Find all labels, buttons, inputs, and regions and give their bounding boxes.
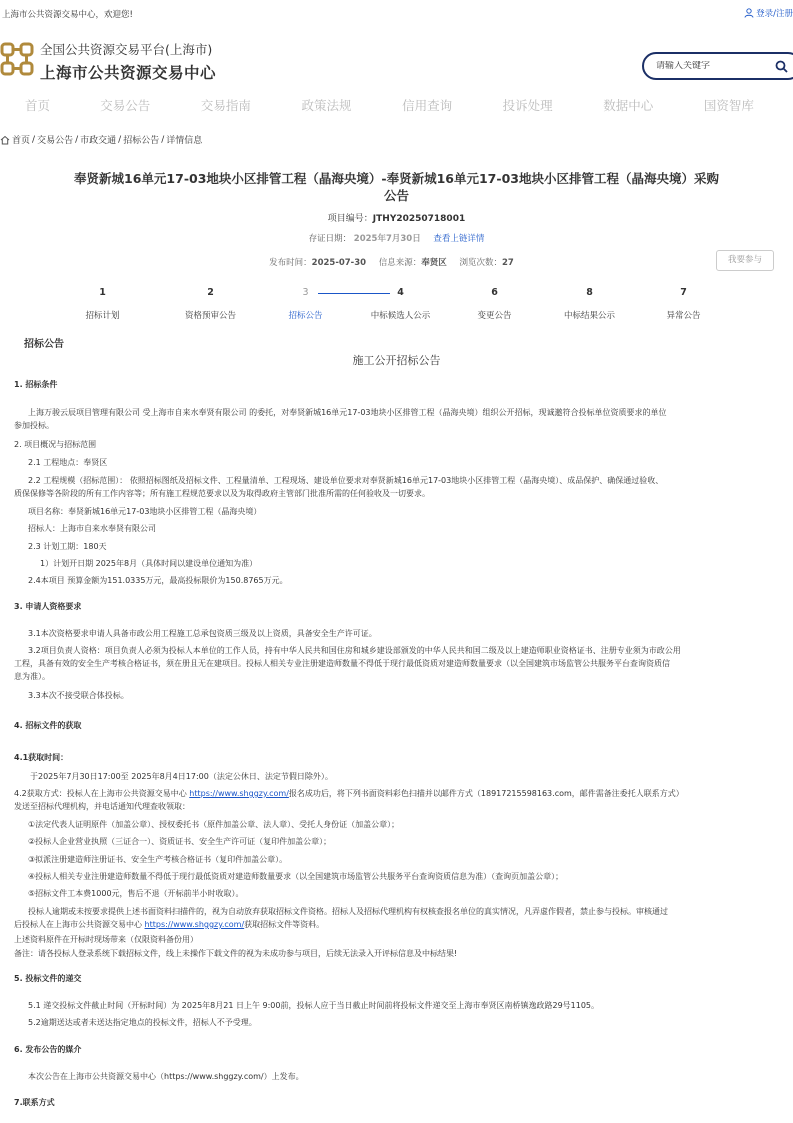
top-bar <box>0 0 793 28</box>
process-steps <box>55 287 735 327</box>
step-label: 变更公告 <box>477 311 512 321</box>
doc-list-item: ①法定代表人证明原件（加盖公章）、授权委托书（原件加盖公章、法人章）、受托人身份证（加盖公章）； <box>28 820 400 829</box>
publish-date-value: 2025-07-30 <box>311 258 367 268</box>
doc-section-6: 6. 发布公告的媒介 <box>14 1045 82 1054</box>
search-icon[interactable] <box>775 60 788 73</box>
doc-section-2: 2. 项目概况与招标范围 <box>14 440 97 449</box>
views-value: 27 <box>502 258 514 268</box>
doc-paragraph: 3.3本次不接受联合体投标。 <box>28 691 129 700</box>
project-number <box>0 211 793 224</box>
source-value: 奉贤区 <box>421 258 447 268</box>
doc-paragraph: 本次公告在上海市公共资源交易中心（https://www.shggzy.com/）上发布。 <box>28 1072 304 1081</box>
shggzy-link[interactable]: https://www.shggzy.com/ <box>189 789 289 798</box>
nav-data-center[interactable]: 数据中心 <box>603 98 654 113</box>
doc-paragraph: 上海万骏云辰项目管理有限公司 受上海市自来水奉贤有限公司 的委托，对奉贤新城16单元17-03地块小区排管工程（晶海央境）组织公开招标，现诚邀符合投标单位资质要求的单位 <box>28 408 667 417</box>
user-icon <box>744 8 754 18</box>
search-box <box>642 52 793 80</box>
nav-think-tank[interactable]: 国资智库 <box>703 98 754 113</box>
project-number-value: JTHY20250718001 <box>372 214 466 224</box>
evidence-date-label: 存证日期： <box>308 234 352 244</box>
step-label: 中标结果公示 <box>563 311 615 321</box>
doc-paragraph: 质保保修等各阶段的所有工作内容等；所有施工程规范要求以及为取得政府主管部门批准所需的任何验收及一切要求。 <box>14 489 430 498</box>
doc-text: 获取招标文件等资料。 <box>244 920 325 929</box>
site-title: 上海市公共资源交易中心 <box>40 64 217 82</box>
site-logo[interactable] <box>0 42 34 76</box>
doc-section-3: 3. 申请人资格要求 <box>14 602 82 611</box>
breadcrumb-tender-notice[interactable]: 招标公告 <box>123 136 160 146</box>
site-header <box>0 36 793 86</box>
nav-home[interactable]: 首页 <box>24 98 50 113</box>
step-number: 4 <box>397 287 404 298</box>
step-prequal-notice[interactable] <box>163 287 258 321</box>
doc-paragraph: 息为准）。 <box>14 672 50 681</box>
step-number: 7 <box>680 287 687 298</box>
step-change-notice[interactable] <box>447 287 542 321</box>
doc-list-item: ⑤招标文件工本费1000元，售后不退（开标前半小时收取）。 <box>28 889 244 898</box>
nav-trade-notices[interactable]: 交易公告 <box>100 98 151 113</box>
participate-button[interactable]: 我要参与 <box>716 250 774 271</box>
doc-paragraph <box>14 788 684 800</box>
doc-paragraph: 4.1获取时间： <box>14 753 69 762</box>
step-number: 3 <box>302 287 309 298</box>
page-title-line2: 公告 <box>383 188 409 203</box>
section-heading: 招标公告 <box>24 339 64 350</box>
publish-info <box>0 256 793 268</box>
doc-paragraph: 参加投标。 <box>14 421 54 430</box>
doc-list-item: ②投标人企业营业执照（三证合一）、资质证书、安全生产许可证（复印件加盖公章）； <box>28 837 332 846</box>
doc-text: 后投标人在上海市公共资源交易中心 <box>14 920 145 929</box>
step-label: 中标候选人公示 <box>370 311 431 321</box>
source-label: 信息来源： <box>378 258 422 268</box>
step-label: 异常公告 <box>666 311 701 321</box>
breadcrumb-home[interactable]: 首页 <box>12 136 31 146</box>
breadcrumb-trade-notices[interactable]: 交易公告 <box>37 136 74 146</box>
doc-paragraph: 2.2 工程规模（招标范围）： 依照招标图纸及招标文件、工程量清单、工程现场、建设单位要求对奉贤新城16单元17-03地块小区排管工程（晶海央境）、成品保护、确保通过验收、 <box>28 476 664 485</box>
breadcrumb-municipal[interactable]: 市政交通 <box>80 136 117 146</box>
doc-paragraph: 招标人：上海市自来水奉贤有限公司 <box>28 524 156 533</box>
step-number: 8 <box>586 287 593 298</box>
doc-paragraph: 2.1 工程地点：奉贤区 <box>28 458 108 467</box>
doc-paragraph <box>14 919 324 931</box>
breadcrumb-current: 详情信息 <box>166 136 203 146</box>
doc-paragraph: 2.3 计划工期：180天 <box>28 542 107 551</box>
step-number: 1 <box>99 287 106 298</box>
evidence-info <box>0 232 793 244</box>
step-number: 2 <box>207 287 214 298</box>
doc-paragraph: 投标人逾期或未按要求提供上述书面资料扫描件的，视为自动放弃获取招标文件资格。招标人及招标代理机构有权核查报名单位的真实情况，凡弄虚作假者，禁止参与投标。审核通过 <box>28 907 668 916</box>
doc-section-7: 7.联系方式 <box>14 1098 55 1107</box>
doc-paragraph: 3.2项目负责人资格：项目负责人必须为投标人本单位的工作人员，持有中华人民共和国住房和城乡建设部颁发的中华人民共和国二级及以上建造师职业资格证书、注册专业须为市政公用 <box>28 646 681 655</box>
breadcrumb: 首页 / 交易公告 / 市政交通 / 招标公告 / 详情信息 <box>0 133 202 146</box>
login-label[interactable]: 登录/注册 <box>756 9 793 19</box>
nav-credit-query[interactable]: 信用查询 <box>402 98 453 113</box>
step-tender-notice[interactable] <box>258 287 353 321</box>
document-title: 施工公开招标公告 <box>352 354 441 367</box>
doc-section-4: 4. 招标文件的获取 <box>14 721 82 730</box>
doc-paragraph: 5.1 递交投标文件截止时间（开标时间）为 2025年8月21 日上午 9:00前，投标人应于当日截止时间前将投标文件递交至上海市奉贤区南桥镇逸政路29号1105。 <box>28 1001 600 1010</box>
login-link[interactable] <box>744 7 793 19</box>
welcome-text: 上海市公共资源交易中心，欢迎您! <box>2 10 133 20</box>
doc-section-1: 1. 招标条件 <box>14 380 58 389</box>
page-title-line1: 奉贤新城16单元17-03地块小区排管工程（晶海央境）-奉贤新城16单元17-03地块小区排管工程（晶海央境）采购 <box>74 171 719 186</box>
shggzy-link-2[interactable]: https://www.shggzy.com/ <box>144 920 245 929</box>
nav-policies[interactable]: 政策法规 <box>301 98 352 113</box>
nav-complaints[interactable]: 投诉处理 <box>502 98 553 113</box>
main-nav <box>0 92 793 122</box>
doc-paragraph: 工程，具备有效的安全生产考核合格证书，须在册且无在建项目。投标人相关专业注册建造师数量不得低于现行最低资质对建造师数量要求（以全国建筑市场监管公共服务平台查询资质信 <box>14 659 670 668</box>
step-label: 招标计划 <box>85 311 120 321</box>
doc-paragraph: 1）计划开日期 2025年8月（具体时间以建设单位通知为准） <box>40 559 258 568</box>
doc-text: 4.2获取方式：投标人在上海市公共资源交易中心 <box>14 789 190 798</box>
step-award-publicity[interactable] <box>542 287 637 321</box>
doc-paragraph: 项目名称：奉贤新城16单元17-03地块小区排管工程（晶海央境） <box>28 507 262 516</box>
publish-date-label: 发布时间： <box>269 258 312 268</box>
doc-paragraph: 上述资料原件在开标时现场带来（仅限资料备份用） <box>14 935 198 944</box>
doc-paragraph: 发送至招标代理机构，并电话通知代理查收领取： <box>14 802 190 811</box>
doc-paragraph: 于2025年7月30日17:00至 2025年8月4日17:00（法定公休日、法定节假日除外）。 <box>30 772 333 781</box>
project-number-label: 项目编号： <box>327 214 373 224</box>
doc-paragraph: 5.2逾期送达或者未送达指定地点的投标文件，招标人不予受理。 <box>28 1018 257 1027</box>
home-icon[interactable] <box>0 135 10 145</box>
views-label: 浏览次数： <box>459 258 502 268</box>
doc-section-5: 5. 投标文件的递交 <box>14 974 82 983</box>
evidence-date-value: 2025年7月30日 <box>353 234 421 244</box>
doc-paragraph: 3.1本次资格要求申请人具备市政公用工程施工总承包资质三级及以上资质，具备安全生产许可证。 <box>28 629 377 638</box>
step-tender-plan[interactable] <box>55 287 150 321</box>
page-title <box>40 170 753 204</box>
doc-paragraph: 备注：请各投标人登录系统下载招标文件，线上未操作下载文件的视为未成功参与项目，后续无法录入开评标信息及中标结果! <box>14 949 458 958</box>
doc-text: 报名成功后，将下列书面资料彩色扫描并以邮件方式（18917215598163.com，邮件需备注委托人联系方式） <box>288 789 684 798</box>
step-abnormal-notice[interactable] <box>636 287 731 321</box>
step-label: 招标公告 <box>288 311 323 321</box>
step-label: 资格预审公告 <box>184 311 236 321</box>
site-subtitle: 全国公共资源交易平台(上海市) <box>40 42 213 57</box>
doc-paragraph: 2.4本项目 预算金额为151.0335万元，最高投标限价为150.8765万元。 <box>28 576 288 585</box>
doc-list-item: ④投标人相关专业注册建造师数量不得低于现行最低资质对建造师数量要求（以全国建筑市场监管公共服务平台查询资质信息为准）（查询页加盖公章）； <box>28 872 564 881</box>
nav-trade-guide[interactable]: 交易指南 <box>200 98 251 113</box>
doc-list-item: ③拟派注册建造师注册证书、安全生产考核合格证书（复印件加盖公章）。 <box>28 855 288 864</box>
step-candidate-publicity[interactable] <box>353 287 448 321</box>
step-number: 6 <box>491 287 498 298</box>
search-input[interactable] <box>656 61 766 71</box>
view-chain-link[interactable]: 查看上链详情 <box>433 234 485 244</box>
